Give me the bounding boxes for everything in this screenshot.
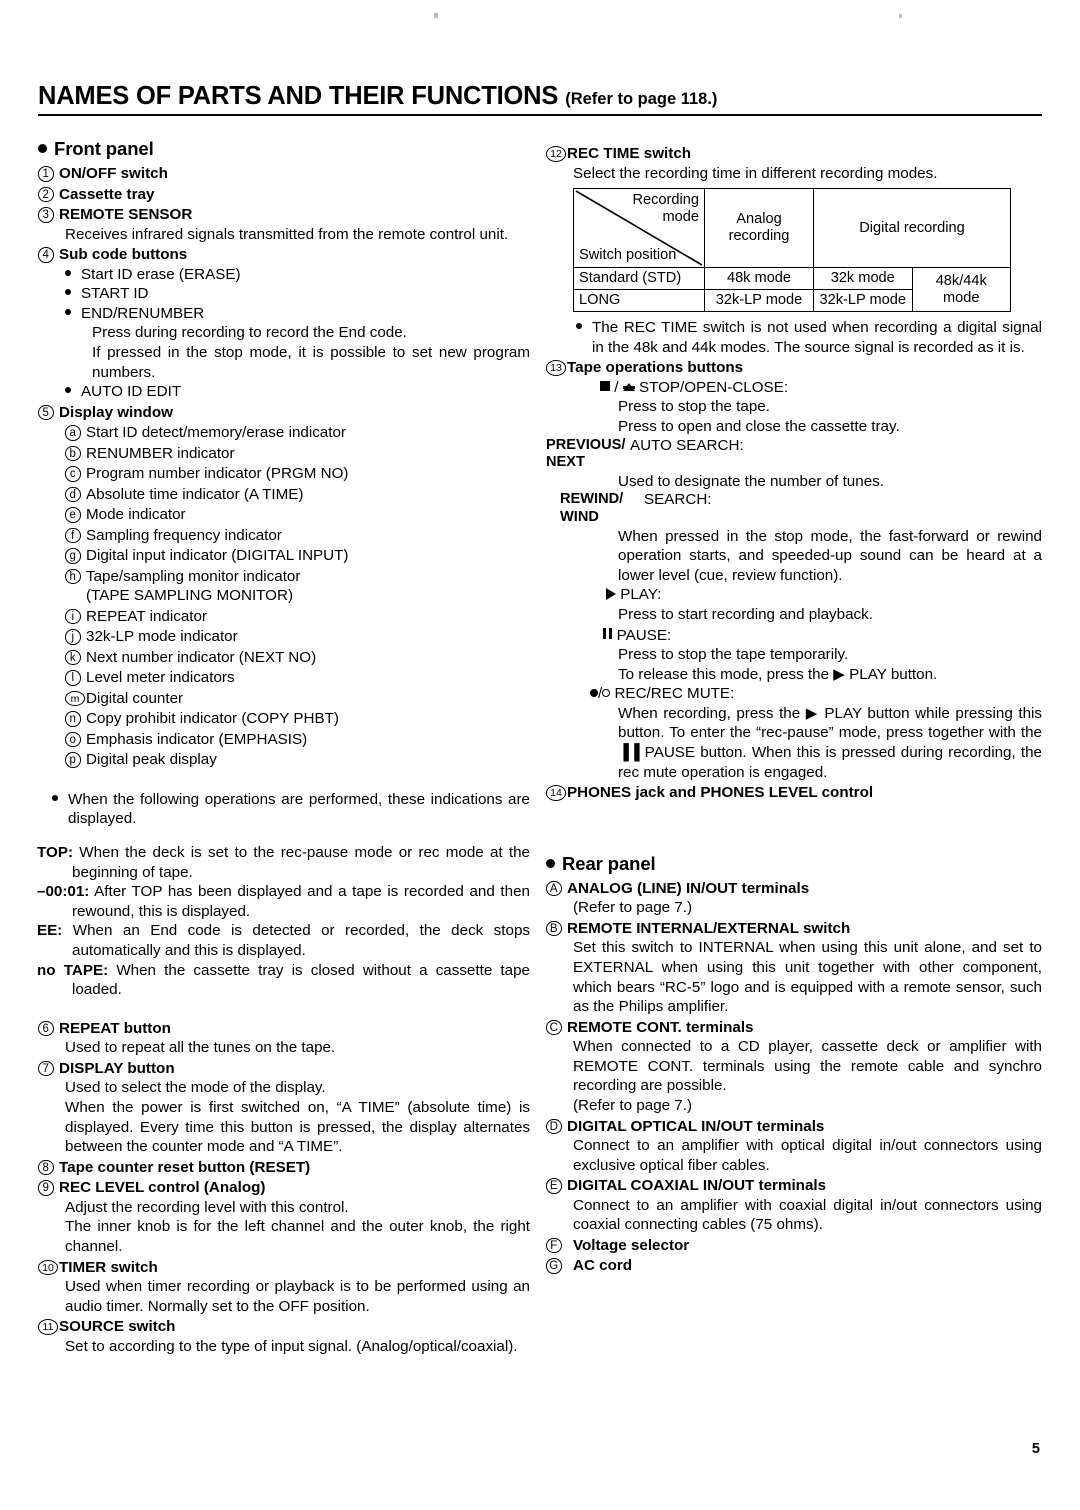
- list-item-rec-time-switch: [546, 144, 1042, 164]
- circled-number-icon: 12: [546, 144, 567, 164]
- circled-number-icon: 14: [546, 783, 567, 803]
- display-indicator-e: [65, 505, 530, 525]
- item-label: DIGITAL OPTICAL IN/OUT terminals: [567, 1117, 825, 1135]
- indicator-label: Sampling frequency indicator: [86, 526, 282, 544]
- display-indicator-b: [65, 444, 530, 464]
- circled-letter-icon: g: [65, 546, 86, 566]
- table-header-analog: Analog recording: [705, 189, 814, 268]
- display-indicator-a: [65, 423, 530, 443]
- display-indicator-n: [65, 709, 530, 729]
- tape-op-name: REC/REC MUTE:: [614, 685, 735, 703]
- definition-top: [38, 843, 530, 882]
- display-button-description-1: Used to select the mode of the display.: [65, 1079, 326, 1097]
- definition-text: When the deck is set to the rec-pause mode or rec mode at the beginning of tape.: [72, 844, 530, 881]
- circled-number-icon: 6: [38, 1019, 59, 1039]
- indicator-label: Mode indicator: [86, 506, 186, 524]
- rec-level-description-2: The inner knob is for the left channel and the outer knob, the right channel.: [65, 1218, 530, 1255]
- tape-op-rec-recmute: [590, 684, 1042, 704]
- stop-description-2: Press to open and close the cassette tray.: [618, 417, 900, 435]
- indication-definitions: [38, 843, 530, 1000]
- repeat-button-description: Used to repeat all the tunes on the tape.: [65, 1039, 336, 1057]
- sub-code-bullet-start-id: START ID: [65, 284, 530, 304]
- analog-line-reference: (Refer to page 7.): [573, 899, 693, 917]
- item-label: REMOTE INTERNAL/EXTERNAL switch: [567, 919, 851, 937]
- end-renumber-description-1: Press during recording to record the End code.: [92, 324, 407, 342]
- definition-term: EE:: [37, 922, 63, 940]
- tape-op-name: AUTO SEARCH:: [630, 436, 744, 454]
- item-label: Cassette tray: [59, 185, 155, 203]
- section-heading-front-panel: [38, 138, 530, 160]
- tape-sampling-monitor-line: (TAPE SAMPLING MONITOR): [86, 587, 294, 605]
- indicator-label: REPEAT indicator: [86, 607, 207, 625]
- search-description: When pressed in the stop mode, the fast-forward or rewind operation starts, and speeded-up sound can be heard at a lower level (cue, review function).: [618, 527, 1042, 584]
- circled-number-icon: 7: [38, 1059, 59, 1079]
- circled-number-icon: 9: [38, 1178, 59, 1198]
- key-label-rewind-wind: REWIND/ WIND: [560, 491, 624, 525]
- play-icon: [606, 587, 616, 602]
- indicator-label: Program number indicator (PRGM NO): [86, 465, 349, 483]
- left-column: [38, 130, 530, 1356]
- front-panel-heading-label: Front panel: [54, 138, 154, 159]
- circled-letter-icon: n: [65, 709, 86, 729]
- bullet-dot-icon: [52, 790, 68, 810]
- rec-time-table: [573, 188, 1011, 312]
- indicator-label: Emphasis indicator (EMPHASIS): [86, 730, 308, 748]
- sub-code-bullet-end-renumber: END/RENUMBER: [65, 304, 530, 324]
- circled-letter-icon: C: [546, 1018, 567, 1038]
- rear-item-remote-internal-external: [546, 919, 1042, 939]
- digital-optical-description: Connect to an amplifier with optical digital in/out connectors using exclusive optical fiber cables.: [573, 1137, 1042, 1174]
- rear-item-digital-coaxial: [546, 1176, 1042, 1196]
- record-icon: [590, 686, 598, 701]
- item-label: TIMER switch: [59, 1258, 158, 1276]
- bullet-dot-icon: [65, 382, 81, 402]
- eject-icon: [623, 380, 635, 395]
- item-label: REPEAT button: [59, 1019, 171, 1037]
- circled-letter-icon: e: [65, 505, 86, 525]
- table-cell-analog: 48k mode: [705, 268, 814, 290]
- indicator-label: Absolute time indicator (A TIME): [86, 485, 304, 503]
- table-cell-position: Standard (STD): [574, 268, 705, 290]
- circled-number-icon: 4: [38, 245, 59, 265]
- corner-switch-label: Switch position: [579, 247, 677, 264]
- list-item-sub-code-buttons: [38, 245, 530, 265]
- tape-op-previous-next: [546, 437, 1042, 472]
- right-column: [546, 130, 1042, 1276]
- table-cell-position: LONG: [574, 290, 705, 312]
- item-label: Tape counter reset button (RESET): [59, 1158, 311, 1176]
- item-label: REMOTE CONT. terminals: [567, 1018, 754, 1036]
- indicator-label: Next number indicator (NEXT NO): [86, 648, 317, 666]
- display-indicator-p: [65, 750, 530, 770]
- digital-coaxial-description: Connect to an amplifier with coaxial digital in/out connectors using coaxial connecting cables (75 ohms).: [573, 1196, 1042, 1234]
- item-label: DISPLAY button: [59, 1059, 175, 1077]
- key-label-previous-next: PREVIOUS/ NEXT: [546, 436, 626, 471]
- section-heading-rear-panel: [546, 853, 1042, 875]
- definition-term: TOP:: [37, 844, 74, 862]
- pause-description-1: Press to stop the tape temporarily.: [618, 646, 849, 664]
- circled-letter-icon: E: [546, 1176, 567, 1196]
- end-renumber-description-2: If pressed in the stop mode, it is possible to set new program numbers.: [92, 343, 530, 381]
- circled-letter-icon: h: [65, 567, 86, 587]
- list-item-tape-counter-reset: [38, 1158, 530, 1178]
- display-indicator-k: [65, 648, 530, 668]
- corner-mode-label: Recording mode: [632, 192, 699, 226]
- item-label: PHONES jack and PHONES LEVEL control: [567, 784, 874, 802]
- list-item-timer-switch: [38, 1258, 530, 1278]
- pause-description-2: To release this mode, press the ▶ PLAY button.: [618, 665, 938, 683]
- table-cell-analog: 32k-LP mode: [705, 290, 814, 312]
- remote-switch-description: Set this switch to INTERNAL when using this unit alone, and set to EXTERNAL when using this unit together with other component, which bears “RC-5” logo and is equipped with a remote sensor, such as the Philips amplifier.: [573, 939, 1042, 1016]
- display-indicator-c: [65, 464, 530, 484]
- display-indicator-o: [65, 730, 530, 750]
- item-label: ANALOG (LINE) IN/OUT terminals: [567, 879, 810, 897]
- rear-panel-heading-label: Rear panel: [562, 852, 656, 874]
- source-switch-description: Set to according to the type of input signal. (Analog/optical/coaxial).: [65, 1337, 518, 1355]
- definition-text: When the cassette tray is closed without a cassette tape loaded.: [72, 961, 530, 999]
- rec-mute-description: When recording, press the ▶ PLAY button while pressing this button. To enter the “rec-pause” mode, press together with the ▐▐ PAUSE button. When this is pressed during recording, the rec mute operation is engaged.: [618, 704, 1042, 781]
- display-indicator-d: [65, 485, 530, 505]
- list-item-on-off-switch: [38, 164, 530, 184]
- list-item-remote-sensor: [38, 205, 530, 225]
- circled-letter-icon: d: [65, 485, 86, 505]
- definition-ee: [38, 921, 530, 960]
- list-item-source-switch: [38, 1317, 530, 1337]
- item-label: AC cord: [573, 1257, 633, 1275]
- play-description: Press to start recording and playback.: [618, 605, 873, 623]
- item-label: REC TIME switch: [567, 145, 692, 162]
- table-cell-digital-a: 32k mode: [814, 268, 913, 290]
- indicator-label: 32k-LP mode indicator: [86, 628, 238, 646]
- definition-term: no TAPE:: [37, 961, 109, 979]
- tape-op-name: PAUSE:: [616, 626, 672, 644]
- slash-separator: /: [598, 685, 603, 703]
- item-label: REC LEVEL control (Analog): [59, 1179, 266, 1197]
- table-cell-digital-b: 48k/44k mode: [912, 268, 1011, 312]
- circled-letter-icon: m: [65, 689, 86, 709]
- circled-number-icon: 8: [38, 1158, 59, 1178]
- circled-letter-icon: f: [65, 526, 86, 546]
- remote-cont-description: When connected to a CD player, cassette deck or amplifier with REMOTE CONT. terminals using the remote cable and synchro recording are possible.: [573, 1038, 1042, 1095]
- remote-sensor-description: Receives infrared signals transmitted from the remote control unit.: [65, 225, 509, 243]
- circled-number-icon: 3: [38, 205, 59, 225]
- item-label: ON/OFF switch: [59, 165, 168, 182]
- rear-item-ac-cord: [546, 1256, 1042, 1276]
- item-label: SOURCE switch: [59, 1318, 176, 1336]
- item-label: REMOTE SENSOR: [59, 206, 193, 223]
- rec-level-description-1: Adjust the recording level with this control.: [65, 1198, 349, 1216]
- circled-letter-icon: l: [65, 668, 86, 688]
- circled-number-icon: 5: [38, 403, 59, 423]
- table-row-standard: [574, 268, 1011, 290]
- indicator-label: Start ID detect/memory/erase indicator: [86, 424, 346, 442]
- bullet-dot-icon: [65, 304, 81, 324]
- item-label: DIGITAL COAXIAL IN/OUT terminals: [567, 1177, 827, 1195]
- timer-switch-description: Used when timer recording or playback is to be performed using an audio timer. Normally set to the OFF position.: [65, 1278, 530, 1315]
- circled-number-icon: 10: [38, 1258, 59, 1278]
- indicator-label: Digital input indicator (DIGITAL INPUT): [86, 547, 349, 565]
- scan-artifact-mark: [434, 13, 438, 18]
- item-label: Tape operations buttons: [567, 359, 744, 377]
- circled-letter-icon: p: [65, 750, 86, 770]
- circled-number-icon: 2: [38, 185, 59, 205]
- circled-letter-icon: i: [65, 607, 86, 627]
- tape-op-pause: [603, 625, 1042, 646]
- rec-time-table-wrapper: [573, 188, 1042, 312]
- circled-letter-icon: a: [65, 423, 86, 443]
- table-header-digital: Digital recording: [814, 189, 1011, 268]
- sub-code-bullet-erase: Start ID erase (ERASE): [65, 265, 530, 285]
- scan-artifact-mark: [899, 14, 902, 18]
- indicator-label: Copy prohibit indicator (COPY PHBT): [86, 710, 339, 728]
- page-number: 5: [1031, 1441, 1040, 1457]
- page-header: [38, 84, 1042, 116]
- indications-note: When the following operations are performed, these indications are displayed.: [52, 790, 530, 829]
- remote-cont-reference: (Refer to page 7.): [573, 1097, 693, 1114]
- table-corner-cell: [574, 189, 705, 268]
- list-item-repeat-button: [38, 1019, 530, 1039]
- list-item-display-window: [38, 403, 530, 423]
- display-indicator-i: [65, 607, 530, 627]
- circled-letter-icon: j: [65, 627, 86, 647]
- tape-op-rewind-wind: [560, 491, 1042, 526]
- stop-icon: [600, 380, 610, 395]
- indicator-label: Digital peak display: [86, 751, 217, 769]
- bullet-dot-icon: [38, 144, 47, 153]
- display-indicator-h: [65, 567, 530, 587]
- definition-no-tape: [38, 961, 530, 1000]
- circled-letter-icon: B: [546, 919, 567, 939]
- auto-search-description: Used to designate the number of tunes.: [618, 472, 884, 490]
- tape-op-name: PLAY:: [620, 586, 662, 604]
- stop-description-1: Press to stop the tape.: [618, 398, 770, 416]
- record-mute-icon: [602, 686, 610, 701]
- list-item-tape-operations: [546, 358, 1042, 378]
- tape-op-stop-open-close: [600, 378, 1042, 398]
- bullet-dot-icon: [546, 859, 555, 868]
- definition-text: When an End code is detected or recorded, the deck stops automatically and this is displayed.: [72, 922, 530, 959]
- item-label: Sub code buttons: [59, 246, 188, 264]
- list-item-cassette-tray: [38, 185, 530, 205]
- rec-time-intro: Select the recording time in different recording modes.: [573, 164, 938, 182]
- rear-item-voltage-selector: [546, 1236, 1042, 1256]
- bullet-dot-icon: [65, 284, 81, 304]
- bullet-dot-icon: [576, 318, 592, 338]
- item-label: Voltage selector: [573, 1236, 690, 1254]
- definition-term: –00:01:: [37, 883, 90, 901]
- circled-number-icon: 13: [546, 358, 567, 378]
- page-title: NAMES OF PARTS AND THEIR FUNCTIONS: [38, 82, 559, 110]
- display-button-description-2: When the power is first switched on, “A TIME” (absolute time) is displayed. Every time this button is pressed, the display alternates between the counter mode and “A TIME”.: [65, 1098, 530, 1156]
- display-indicator-g: [65, 546, 530, 566]
- display-indicator-l: [65, 668, 530, 688]
- list-item-phones-jack: [546, 783, 1042, 803]
- table-header-row: [574, 189, 1011, 268]
- circled-number-icon: 1: [38, 164, 59, 184]
- rec-time-note: The REC TIME switch is not used when recording a digital signal in the 48k and 44k modes. The source signal is recorded as it is.: [576, 318, 1042, 357]
- display-indicator-j: [65, 627, 530, 647]
- list-item-rec-level-control: [38, 1178, 530, 1198]
- indicator-label: Level meter indicators: [86, 669, 235, 687]
- circled-letter-icon: G: [546, 1256, 567, 1276]
- tape-op-name: SEARCH:: [644, 491, 712, 509]
- circled-letter-icon: A: [546, 879, 567, 899]
- rear-item-remote-cont: [546, 1018, 1042, 1038]
- table-cell-digital-a: 32k-LP mode: [814, 290, 913, 312]
- circled-letter-icon: b: [65, 444, 86, 464]
- indicator-label: Tape/sampling monitor indicator: [86, 567, 301, 585]
- indicator-label: RENUMBER indicator: [86, 444, 235, 462]
- rear-item-digital-optical: [546, 1117, 1042, 1137]
- sub-code-bullet-auto-id-edit: AUTO ID EDIT: [65, 382, 530, 402]
- circled-letter-icon: D: [546, 1117, 567, 1137]
- tape-op-name: STOP/OPEN-CLOSE:: [638, 378, 789, 396]
- circled-letter-icon: F: [546, 1236, 567, 1256]
- display-indicator-m: [65, 689, 530, 709]
- page-title-reference: (Refer to page 118.): [565, 90, 718, 108]
- bullet-dot-icon: [65, 265, 81, 285]
- list-item-display-button: [38, 1059, 530, 1079]
- definition-minus-0001: [38, 882, 530, 921]
- circled-number-icon: 11: [38, 1317, 59, 1337]
- header-rule: [38, 114, 1042, 116]
- indicator-label: Digital counter: [86, 689, 184, 707]
- slash-separator: /: [614, 378, 619, 396]
- circled-letter-icon: k: [65, 648, 86, 668]
- definition-text: After TOP has been displayed and a tape is recorded and then rewound, this is displayed.: [72, 883, 530, 920]
- tape-op-play: [606, 585, 1042, 605]
- item-label: Display window: [59, 403, 173, 421]
- pause-icon: [603, 628, 612, 643]
- display-indicator-f: [65, 526, 530, 546]
- circled-letter-icon: c: [65, 464, 86, 484]
- circled-letter-icon: o: [65, 730, 86, 750]
- rear-item-analog-line: [546, 879, 1042, 899]
